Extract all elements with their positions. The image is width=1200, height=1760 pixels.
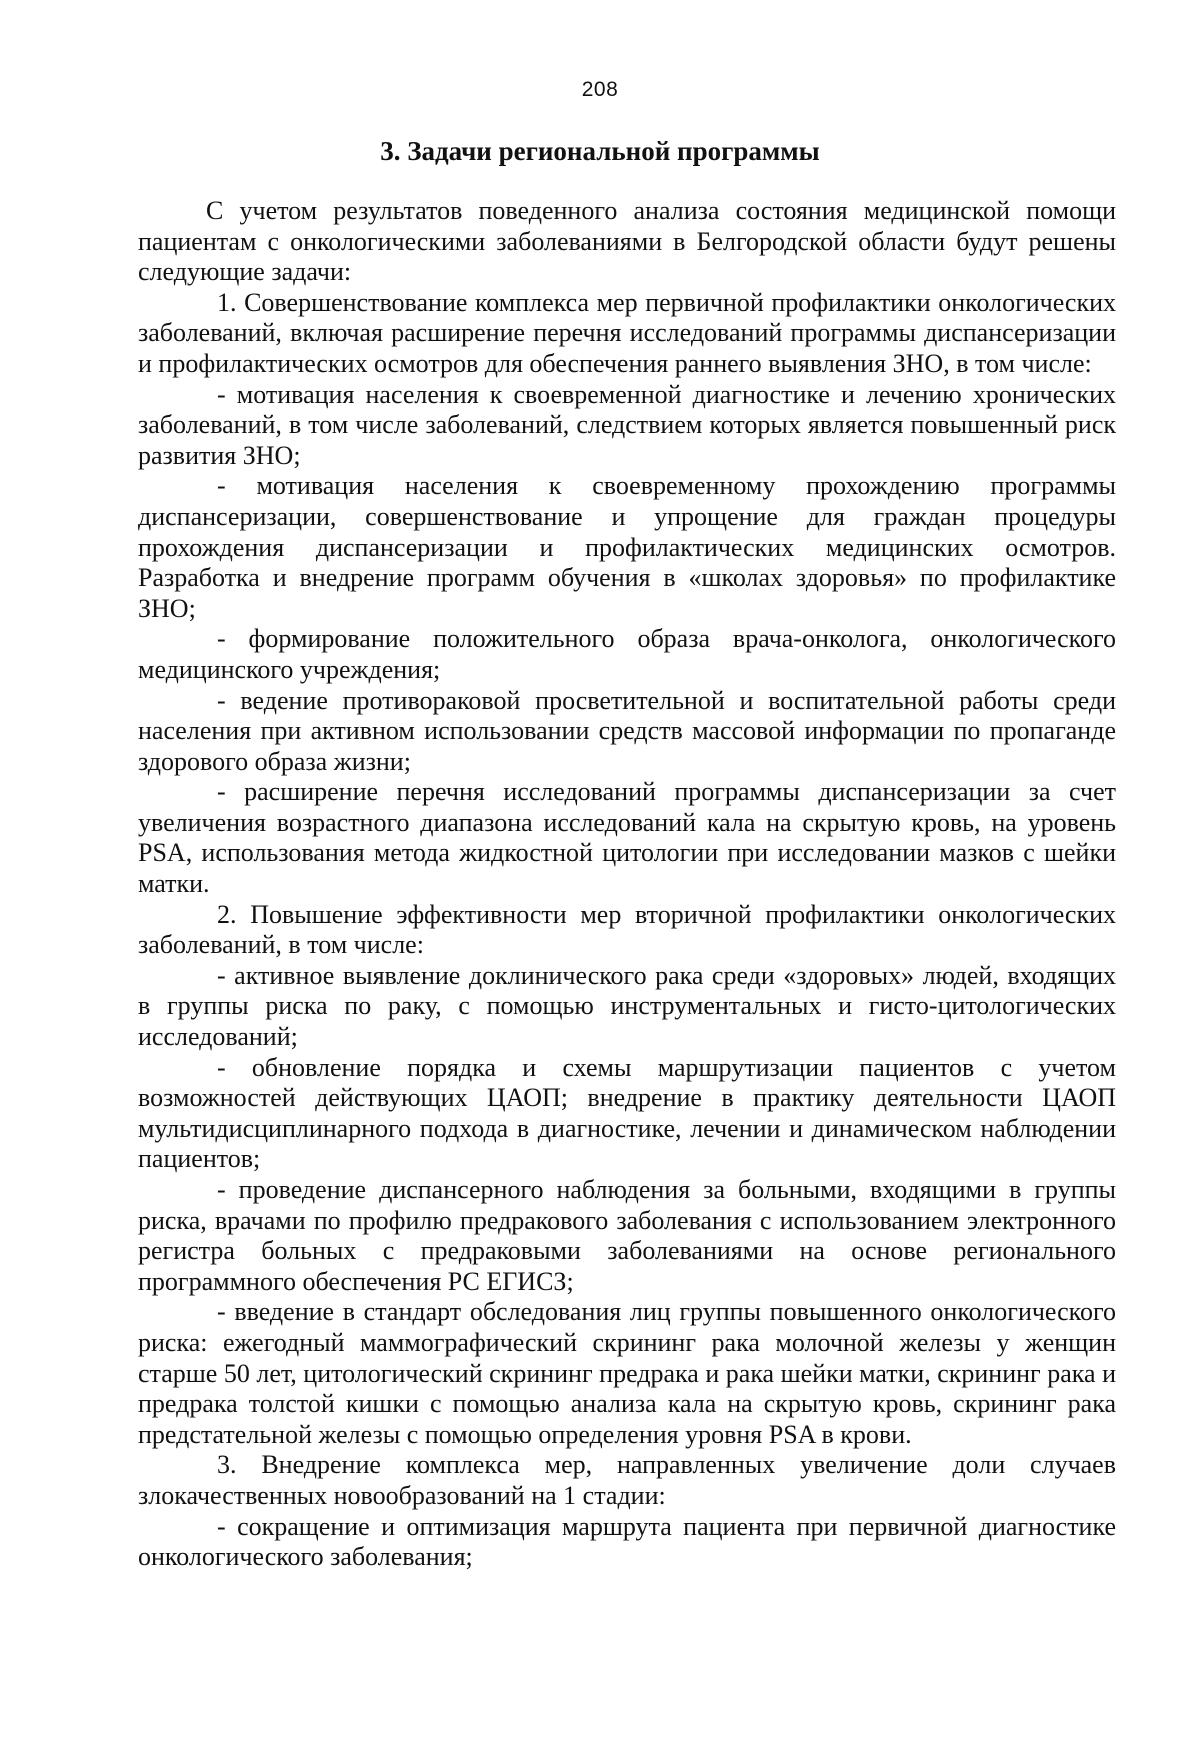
- bullet-paragraph: - активное выявление доклинического рака среди «здоровых» людей, входящих в группы риска по раку, с помощью инструментальных и гисто-цитологических исследований;: [138, 960, 1116, 1052]
- bullet-paragraph: - ведение противораковой просветительной и воспитательной работы среди населения при активном использовании средств массовой информации по пропаганде здорового образа жизни;: [138, 685, 1116, 776]
- intro-paragraph: С учетом результатов поведенного анализа состояния медицинской помощи пациентам с онкологическими заболеваниями в Белгородской области будут решены следующие задачи:: [138, 196, 1116, 287]
- bullet-paragraph: - мотивация населения к своевременному прохождению программы диспансеризации, совершенствование и упрощение для граждан процедуры прохождения диспансеризации и профилактических медицинских осмотров. Разработка и внедрение программ обучения в «школах здоровья» по профилактике ЗНО;: [138, 471, 1116, 623]
- task-2-paragraph: 2. Повышение эффективности мер вторичной профилактики онкологических заболеваний, в том числе:: [138, 899, 1116, 960]
- bullet-paragraph: - формирование положительного образа врача-онколога, онкологического медицинского учреждения;: [138, 624, 1116, 684]
- page-number: 208: [581, 78, 619, 101]
- bullet-paragraph: - сокращение и оптимизация маршрута пациента при первичной диагностике онкологического заболевания;: [138, 1511, 1116, 1572]
- document-body: [138, 196, 1116, 1573]
- bullet-paragraph: - мотивация населения к своевременной диагностике и лечению хронических заболеваний, в том числе заболеваний, следствием которых является повышенный риск развития ЗНО;: [138, 379, 1116, 470]
- bullet-paragraph: - обновление порядка и схемы маршрутизации пациентов с учетом возможностей действующих ЦАОП; внедрение в практику деятельности ЦАОП мультидисциплинарного подхода в диагностике, лечении и динамическом наблюдении пациентов;: [138, 1052, 1116, 1174]
- task-3-paragraph: 3. Внедрение комплекса мер, направленных увеличение доли случаев злокачественных новообразований на 1 стадии:: [138, 1450, 1116, 1510]
- bullet-paragraph: - введение в стандарт обследования лиц группы повышенного онкологического риска: ежегодный маммографический скрининг рака молочной железы у женщин старше 50 лет, цитологический скрининг предрака и рака шейки матки, скрининг рака и предрака толстой кишки с помощью анализа кала на скрытую кровь, скрининг рака предстательной железы с помощью определения уровня PSA в крови.: [138, 1297, 1116, 1449]
- task-1-paragraph: 1. Совершенствование комплекса мер первичной профилактики онкологических заболеваний, включая расширение перечня исследований программы диспансеризации и профилактических осмотров для обеспечения раннего выявления ЗНО, в том числе:: [138, 287, 1116, 378]
- section-title: 3. Задачи региональной программы: [380, 136, 820, 166]
- bullet-paragraph: - проведение диспансерного наблюдения за больными, входящими в группы риска, врачами по профилю предракового заболевания с использованием электронного регистра больных с предраковыми заболеваниями на основе регионального программного обеспечения РС ЕГИСЗ;: [138, 1175, 1116, 1296]
- bullet-paragraph: - расширение перечня исследований программы диспансеризации за счет увеличения возрастного диапазона исследований кала на скрытую кровь, на уровень PSA, использования метода жидкостной цитологии при исследовании мазков с шейки матки.: [138, 777, 1116, 899]
